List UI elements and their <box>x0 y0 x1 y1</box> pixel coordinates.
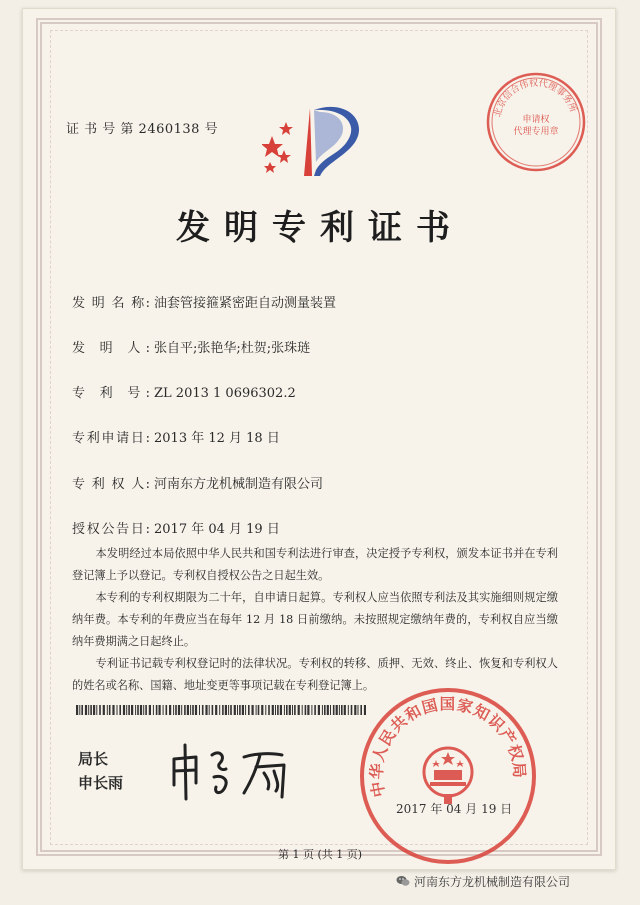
barcode-bar <box>126 705 127 715</box>
barcode-bar <box>149 705 151 715</box>
field-application-date <box>72 427 280 446</box>
barcode-bar <box>324 705 326 715</box>
field-label: 授权公告日: <box>72 522 150 537</box>
barcode-bar <box>344 705 346 715</box>
patent-office-logo <box>262 100 372 182</box>
barcode-bar <box>272 705 274 715</box>
barcode-bar <box>284 705 285 715</box>
barcode-bar <box>275 705 276 715</box>
body-paragraph: 本专利的专利权期限为二十年，自申请日起算。专利权人应当依照专利法及其实施细则规定缴纳年费。本专利的年费应当在每年 12 月 18 日前缴纳。未按照规定缴纳年费的，专利权自应当缴纳年费期满之日起终止。 <box>72 591 558 648</box>
field-inventors <box>72 337 310 356</box>
field-patent-number <box>72 382 296 401</box>
barcode-bar <box>112 705 114 715</box>
barcode-bar <box>85 705 87 715</box>
barcode-bar <box>93 705 95 715</box>
barcode-bar <box>219 705 220 715</box>
barcode-bar <box>76 705 78 715</box>
field-label: 专 利 权 人: <box>72 477 150 492</box>
barcode-bar <box>212 705 214 715</box>
wechat-watermark <box>396 873 570 890</box>
barcode-bar <box>237 705 238 715</box>
barcode-bar <box>169 705 171 715</box>
barcode-bar <box>173 705 174 715</box>
barcode-bar <box>209 705 210 715</box>
barcode-bar <box>109 705 111 715</box>
barcode-bar <box>175 705 177 715</box>
barcode-bar <box>277 705 279 715</box>
barcode-bar <box>333 705 335 715</box>
agency-seal-line-2: 代理专用章 <box>513 127 559 137</box>
signatory-title: 局长 <box>78 750 109 768</box>
signatory-name: 申长雨 <box>78 774 124 792</box>
certificate-number-value: 2460138 <box>138 122 200 137</box>
barcode <box>76 705 366 715</box>
barcode-bar <box>327 705 329 715</box>
barcode-bar <box>336 705 338 715</box>
barcode-bar <box>131 705 133 715</box>
barcode-bar <box>199 705 200 715</box>
barcode-bar <box>96 705 97 715</box>
barcode-bar <box>184 705 186 715</box>
field-label: 发 明 人: <box>72 341 150 356</box>
national-emblem-icon <box>424 748 472 804</box>
certificate-body-text <box>72 543 558 697</box>
certificate-number <box>66 118 218 137</box>
barcode-bar <box>351 705 353 715</box>
barcode-bar <box>318 705 320 715</box>
barcode-bar <box>302 705 303 715</box>
barcode-bar <box>258 705 260 715</box>
barcode-bar <box>228 705 229 715</box>
barcode-bar <box>305 705 307 715</box>
barcode-bar <box>178 705 180 715</box>
barcode-bar <box>256 705 257 715</box>
barcode-bar <box>117 705 118 715</box>
barcode-bar <box>292 705 293 715</box>
barcode-bar <box>192 705 194 715</box>
barcode-bar <box>143 705 144 715</box>
barcode-bar <box>239 705 241 715</box>
barcode-bar <box>222 705 224 715</box>
barcode-bar <box>322 705 323 715</box>
barcode-bar <box>261 705 263 715</box>
barcode-bar <box>202 705 204 715</box>
barcode-bar <box>90 705 92 715</box>
barcode-bar <box>166 705 168 715</box>
barcode-bar <box>294 705 296 715</box>
barcode-bar <box>354 705 356 715</box>
barcode-bar <box>140 705 142 715</box>
barcode-bar <box>137 705 139 715</box>
body-paragraph: 本发明经过本局依照中华人民共和国专利法进行审查，决定授予专利权，颁发本证书并在专利登记簿上予以登记。专利权自授权公告之日起生效。 <box>72 547 558 582</box>
barcode-bar <box>145 705 147 715</box>
barcode-bar <box>248 705 250 715</box>
barcode-bar <box>195 705 197 715</box>
certificate-number-label: 证 书 号 第 <box>66 122 134 137</box>
wechat-source-name: 河南东方龙机械制造有限公司 <box>414 875 571 889</box>
barcode-bar <box>242 705 244 715</box>
barcode-bar <box>103 705 105 715</box>
barcode-bar <box>190 705 191 715</box>
field-patentee <box>72 473 323 492</box>
barcode-bar <box>245 705 246 715</box>
barcode-bar <box>268 705 270 715</box>
field-label: 专 利 号: <box>72 386 150 401</box>
barcode-bar <box>163 705 164 715</box>
barcode-bar <box>286 705 288 715</box>
barcode-bar <box>230 705 232 715</box>
barcode-bar <box>348 705 349 715</box>
barcode-bar <box>181 705 182 715</box>
agency-seal <box>484 70 588 174</box>
barcode-bar <box>330 705 331 715</box>
barcode-bar <box>298 705 300 715</box>
agency-seal-line-1: 申请权 <box>522 115 550 125</box>
barcode-bar <box>99 705 101 715</box>
barcode-bar <box>234 705 236 715</box>
barcode-bar <box>119 705 121 715</box>
barcode-bar <box>280 705 282 715</box>
barcode-bar <box>128 705 130 715</box>
field-value: 张自平;张艳华;杜贺;张珠琏 <box>154 341 311 356</box>
page-number: 第 1 页 (共 1 页) <box>277 848 363 861</box>
certificate-number-suffix: 号 <box>204 122 219 137</box>
barcode-bar <box>205 705 207 715</box>
barcode-bar <box>215 705 217 715</box>
barcode-bar <box>81 705 83 715</box>
field-label: 专利申请日: <box>72 431 150 446</box>
barcode-bar <box>79 705 80 715</box>
barcode-bar <box>311 705 312 715</box>
page-title: 发明专利证书 <box>176 208 464 248</box>
barcode-bar <box>307 705 309 715</box>
wechat-icon <box>396 874 410 888</box>
barcode-bar <box>135 705 136 715</box>
barcode-bar <box>159 705 161 715</box>
official-seal-text: 中华人民共和国国家知识产权局 <box>367 695 529 799</box>
barcode-bar <box>156 705 158 715</box>
seal-date: 2017 年 04 月 19 日 <box>396 802 513 816</box>
field-grant-date <box>72 518 280 537</box>
barcode-bar <box>252 705 254 715</box>
official-seal <box>358 686 538 866</box>
field-invention-name <box>72 292 336 311</box>
barcode-bar <box>265 705 266 715</box>
field-label: 发 明 名 称: <box>72 296 150 311</box>
body-paragraph: 专利证书记载专利权登记时的法律状况。专利权的转移、质押、无效、终止、恢复和专利权人的姓名或名称、国籍、地址变更等事项记载在专利登记簿上。 <box>72 657 558 692</box>
handwritten-signature <box>160 735 340 805</box>
barcode-bar <box>314 705 316 715</box>
barcode-bar <box>153 705 154 715</box>
agency-seal-outer-text: 北京信合伟权代理事务所 <box>493 78 578 119</box>
barcode-bar <box>339 705 340 715</box>
barcode-bar <box>123 705 125 715</box>
field-value: 2017 年 04 月 19 日 <box>154 522 280 537</box>
field-value: 河南东方龙机械制造有限公司 <box>154 477 324 492</box>
barcode-bar <box>107 705 108 715</box>
barcode-bar <box>225 705 227 715</box>
field-value: 油套管接箍紧密距自动测量装置 <box>154 296 337 311</box>
barcode-bar <box>341 705 343 715</box>
barcode-bar <box>88 705 89 715</box>
barcode-bar <box>289 705 291 715</box>
field-value: 2013 年 12 月 18 日 <box>154 431 280 446</box>
field-value: ZL 2013 1 0696302.2 <box>154 386 296 401</box>
barcode-bar <box>187 705 189 715</box>
